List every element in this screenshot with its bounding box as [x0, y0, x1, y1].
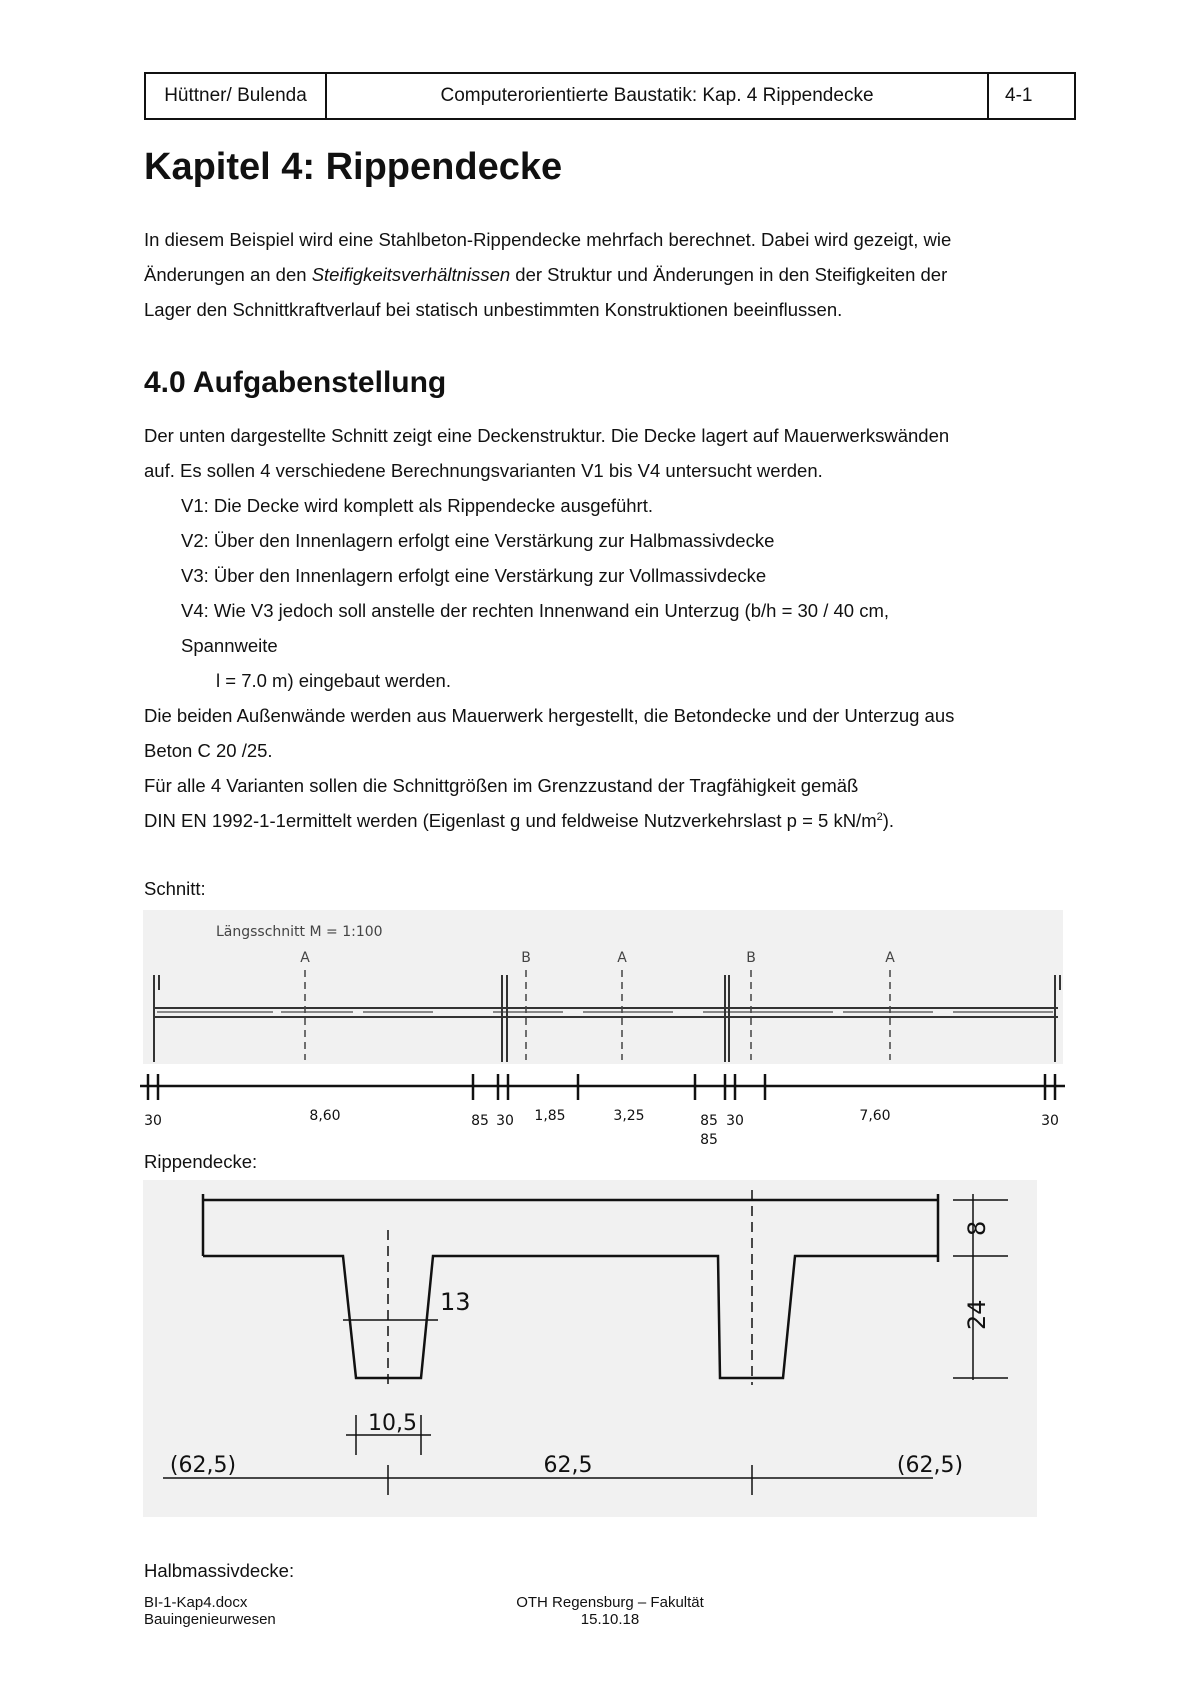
section-markers [300, 950, 895, 966]
variant-v1: V1: Die Decke wird komplett als Rippendecke ausgeführt. [181, 495, 653, 516]
intro-line: In diesem Beispiel wird eine Stahlbeton-Rippendecke mehrfach berechnet. Dabei wird gezeigt, wie [144, 229, 952, 250]
task-line: Die beiden Außenwände werden aus Mauerwerk hergestellt, die Betondecke und der Unterzug aus [144, 705, 955, 726]
dim-30: 30 [144, 1113, 162, 1129]
dim-13: 13 [440, 1288, 471, 1316]
header-authors: Hüttner/ Bulenda [146, 74, 327, 118]
rib-section-figure [143, 1180, 1037, 1517]
task-paragraph [144, 418, 1084, 838]
label-schnitt: Schnitt: [144, 878, 206, 899]
footer-institution: OTH Regensburg – Fakultät [516, 1594, 704, 1611]
variant-v3: V3: Über den Innenlagern erfolgt eine Verstärkung zur Vollmassivdecke [181, 565, 767, 586]
dimension-chain [135, 1070, 1075, 1170]
rib-outline [203, 1194, 938, 1378]
dim-625-labels [170, 1453, 963, 1478]
marker-a: A [300, 950, 310, 966]
marker-a: A [885, 950, 895, 966]
task-line: Der unten dargestellte Schnitt zeigt eine Deckenstruktur. Die Decke lagert auf Mauerwerkswänden [144, 425, 950, 446]
dim-625: 62,5 [543, 1453, 593, 1478]
intro-line: Änderungen an den Steifigkeitsverhältnissen der Struktur und Änderungen in den Steifigkeiten der [144, 264, 948, 285]
dim-85: 85 [471, 1113, 489, 1129]
section-cut-lines [305, 970, 890, 1060]
dim-24: 24 [963, 1299, 991, 1330]
dim-8: 8 [963, 1220, 991, 1236]
longitudinal-section-drawing [143, 910, 1063, 1064]
marker-a: A [617, 950, 627, 966]
footer-file: BI-1-Kap4.docx [144, 1594, 248, 1611]
page-header [144, 72, 1076, 120]
dim-860: 8,60 [309, 1108, 341, 1124]
footer-date: 15.10.18 [580, 1611, 640, 1628]
intro-paragraph [144, 222, 1084, 327]
header-title: Computerorientierte Baustatik: Kap. 4 Rippendecke [327, 74, 989, 118]
emphasis: Steifigkeitsverhältnissen [311, 264, 511, 285]
dim-185: 1,85 [534, 1108, 566, 1124]
header-page-number: 4-1 [1005, 85, 1033, 106]
rib-section-drawing [143, 1180, 1037, 1517]
support-walls [154, 975, 1060, 1062]
chapter-title: Kapitel 4: Rippendecke [144, 146, 563, 188]
variant-v4-cont: Spannweite [181, 635, 278, 656]
dim-625-left: (62,5) [169, 1453, 237, 1478]
variant-v4: V4: Wie V3 jedoch soll anstelle der rechten Innenwand ein Unterzug (b/h = 30 / 40 cm, [181, 600, 890, 621]
dim-85: 85 [700, 1113, 718, 1129]
dim-85: 85 [700, 1132, 718, 1148]
variant-v2: V2: Über den Innenlagern erfolgt eine Verstärkung zur Halbmassivdecke [181, 530, 775, 551]
dim-30: 30 [496, 1113, 514, 1129]
task-line: Beton C 20 /25. [144, 740, 273, 761]
dim-105: 10,5 [368, 1411, 417, 1436]
marker-b: B [521, 950, 531, 966]
label-rippendecke: Rippendecke: [144, 1151, 258, 1172]
dim-30: 30 [1041, 1113, 1059, 1129]
task-line: DIN EN 1992-1-1ermittelt werden (Eigenlast g und feldweise Nutzverkehrslast p = 5 $kN/m^2$). [144, 810, 895, 831]
longitudinal-section-figure [143, 910, 1063, 1064]
footer-dept: Bauingenieurwesen [144, 1611, 276, 1628]
dim-30: 30 [726, 1113, 744, 1129]
marker-b: B [746, 950, 756, 966]
section-title: 4.0 Aufgabenstellung [144, 366, 447, 399]
dim-760: 7,60 [859, 1108, 891, 1124]
dim-325: 3,25 [613, 1108, 645, 1124]
task-line: Für alle 4 Varianten sollen die Schnittgrößen im Grenzzustand der Tragfähigkeit gemäß [144, 775, 859, 796]
variant-v4-cont: l = 7.0 m) eingebaut werden. [216, 670, 451, 691]
dimension-labels [144, 1108, 1059, 1148]
section-caption: Längsschnitt M = 1:100 [216, 924, 383, 940]
footer-center [500, 1594, 720, 1628]
dim-625-right: (62,5) [896, 1453, 964, 1478]
footer-left [144, 1594, 276, 1628]
task-line: auf. Es sollen 4 verschiedene Berechnungsvarianten V1 bis V4 untersucht werden. [144, 460, 823, 481]
intro-line: Lager den Schnittkraftverlauf bei statisch unbestimmten Konstruktionen beeinflussen. [144, 299, 843, 320]
label-halbmassivdecke: Halbmassivdecke: [144, 1560, 295, 1581]
